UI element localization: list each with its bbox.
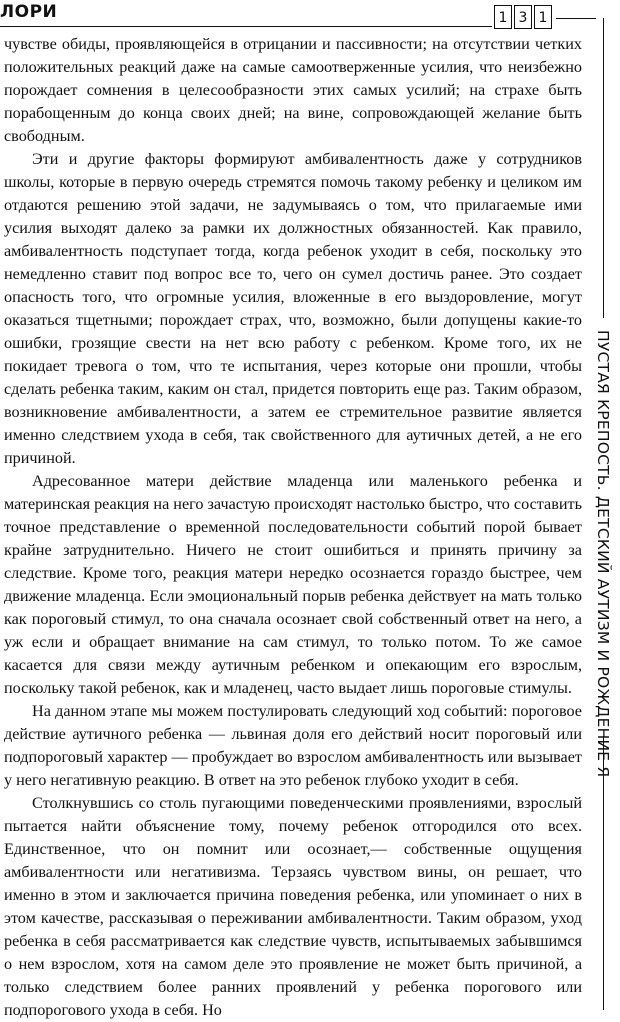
page-number [494,5,552,29]
page-digit: 1 [534,5,552,29]
body-text [4,33,582,1022]
header-author: ЛОРИ [0,2,58,22]
page-digit: 3 [514,5,532,29]
side-rule-top [603,18,604,318]
side-book-title: ПУСТАЯ КРЕПОСТЬ. ДЕТСКИЙ АУТИЗМ И РОЖДЕНИЕ Я [594,330,612,778]
page-digit: 1 [494,5,512,29]
paragraph: На данном этапе мы можем постулировать следующий ход событий: пороговое действие аутичного ребенка — львиная доля его действий носит пороговый или подпороговый характер — пробуждает во взрослом амбивалентность или вызывает у него негативную реакцию. В ответ на это ребенок глубоко уходит в себя. [4,702,582,789]
header-rule-right [556,18,596,19]
paragraph: Столкнувшись со столь пугающими поведенческими проявлениями, взрослый пытается найти объяснение тому, почему ребенок отгородился ото всех. Единственное, что он помнит или осознает,— собственные ощущения амбивалентности или негативизма. Терзаясь чувством вины, он решает, что именно в этом и заключается причина поведения ребенка, или упоминает о них в этом качестве, рассказывая о переживании амбивалентности. Таким образом, уход ребенка в себя рассматривается как следствие чувств, испытываемых забывшимся о нем взрослом, хотя на самом деле это проявление не может быть причиной, а только следствием более ранних проявлений у ребенка порогового или подпорогового ухода в себя. Но [4,794,582,1019]
paragraph: Эти и другие факторы формируют амбивалентность даже у сотрудников школы, которые в первую очередь стремятся помочь такому ребенку и целиком им отдаются решению этой задачи, не задумываясь о том, что прилагаемые ими усилия выходят далеко за рамки их должностных обязанностей. Как правило, амбивалентность подступает тогда, когда ребенок уходит в себя, поскольку это немедленно ставит под вопрос все то, чего он сумел достичь ранее. Это создает опасность того, что огромные усилия, вложенные в его выздоровление, могут оказаться тщетными; порождает страх, что, возможно, были допущены какие-то ошибки, грозящие свести на нет всю работу с ребенком. Кроме того, их не покидает тревога о том, что те испытания, через которые они прошли, чтобы сделать ребенка таким, каким он стал, придется повторить еще раз. Таким образом, возникновение амбивалентности, а затем ее стремительное развитие является именно следствием ухода в себя, так свойственного для аутичных детей, а не его причиной. [4,150,582,467]
paragraph: чувстве обиды, проявляющейся в отрицании и пассивности; на отсутствии четких положительных реакций даже на самые самоотверженные усилия, что неизбежно порождает сомнения в целесообразности этих самых усилий; на страхе быть порабощенным до конца своих дней; на вине, сопровождающей желание быть свободным. [4,35,582,145]
side-rule-bottom [603,736,604,1010]
header-rule [0,26,492,27]
paragraph: Адресованное матери действие младенца или маленького ребенка и материнская реакция на него зачастую происходят настолько быстро, что составить точное представление о временной последовательности событий порой бывает крайне затруднительно. Ничего не стоит ошибиться и принять причину за следствие. Кроме того, реакция матери нередко осознается гораздо быстрее, чем движение младенца. Если эмоциональный порыв ребенка действует на мать только как пороговый стимул, то она сначала осознает свой собственный ответ на него, а уж если и обращает внимание на сам стимул, то только потом. То же самое касается для связи между аутичным ребенком и опекающим его взрослым, поскольку такой ребенок, как и младенец, часто выдает лишь пороговые стимулы. [4,472,582,697]
